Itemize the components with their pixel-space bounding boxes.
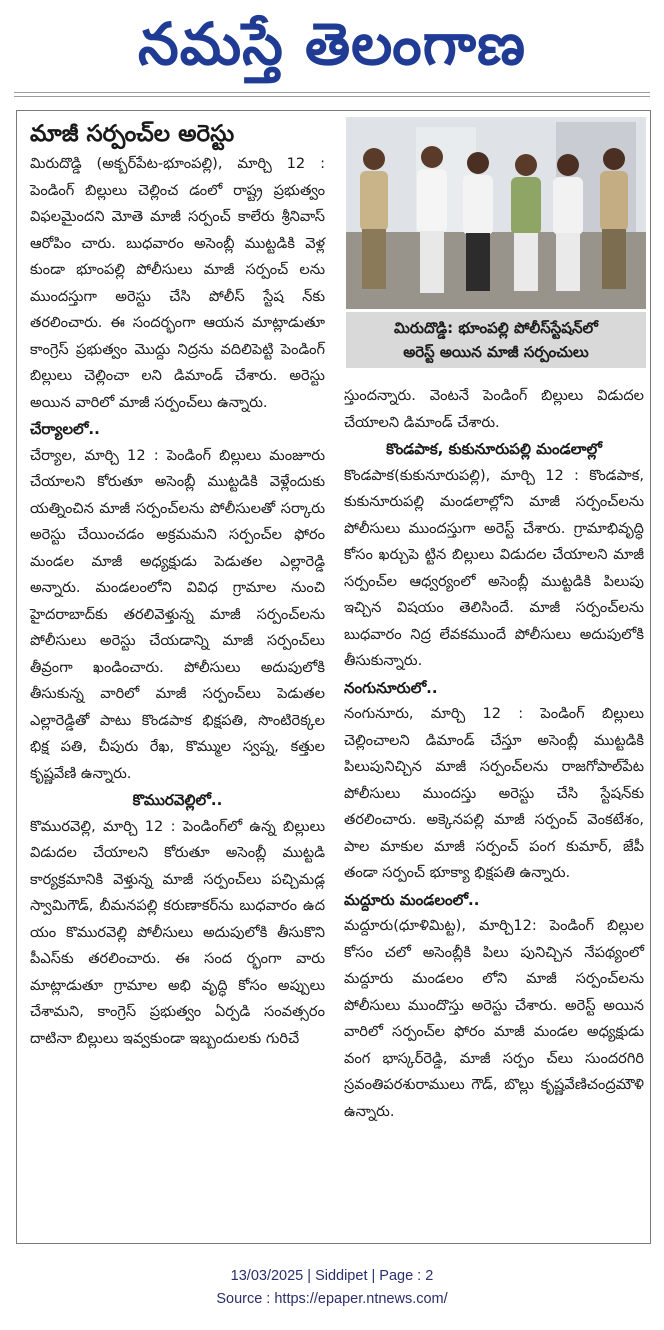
arrest-photo bbox=[346, 117, 646, 309]
paragraph-mirudoddi: మిరుదొడ్డి (అక్బర్‌పేట-భూంపల్లి), మార్చి 12 : పెండింగ్ బిల్లులు చెల్లించ డంలో రాష్ట్ర ప్రభుత్వం విఫలమైందని మోతె మాజీ సర్పంచ్ కాలేరు శ్రీనివాస్ ఆరోపిం చారు. బుధవారం అసెంబ్లీ ముట్టడికి వెళ్ల కుండా భూంపల్లి పోలీసులు మాజీ సర్పంచ్ లను ముందస్తుగా అరెస్టు చేసి పోలీస్ స్టేష న్‌కు తరలించారు. ఈ సందర్భంగా ఆయన మాట్లాడుతూ కాంగ్రెస్ ప్రభుత్వం మొద్దు నిద్రను వదిలిపెట్టి పెండింగ్ బిల్లులు చెల్లించా లని డిమాండ్ చేశారు. అరెస్టు అయిన వారిలో మాజీ సర్పంచ్‌లు ఉన్నారు. bbox=[30, 155, 325, 411]
newspaper-logo: నమస్తే తెలంగాణ bbox=[138, 10, 526, 78]
masthead bbox=[0, 0, 664, 88]
masthead-rule-bottom bbox=[14, 96, 650, 97]
subhead-komuravelli: కొమురవెల్లిలో.. bbox=[132, 791, 223, 809]
headline: మాజీ సర్పంచ్‌ల అరెస్టు bbox=[30, 121, 235, 147]
paragraph-maddur: మద్దూరు(ధూళిమిట్ట), మార్చి12: పెండింగ్ బిల్లుల కోసం చలో అసెంబ్లీకి పిలు పునిచ్చిన నేపథ్యంలో మద్దూరు మండలం లోని మాజీ సర్పంచ్‌లను పోలీసులు ముందొస్తు అరెస్టు చేశారు. అరెస్ట్ అయిన వారిలో సర్పంచ్‌ల ఫోరం మాజీ మండల అధ్యక్షుడు వంగ భాస్కర్‌రెడ్డి, మాజీ సర్పం చ్‌లు సుందరగిరి స్రవంతిపరశురాములు గౌడ్, బొల్లు కృష్ణవేణిచంద్రమౌళి ఉన్నారు. bbox=[344, 917, 644, 1120]
group-photo-illustration bbox=[346, 117, 646, 309]
masthead-rule-top bbox=[14, 92, 650, 93]
article-column-left bbox=[30, 151, 325, 1052]
paragraph-kondapaka: కొండపాక(కుకునూరుపల్లి), మార్చి 12 : కొండపాక, కుకునూరుపల్లి మండలాల్లోని మాజీ సర్పంచ్‌లను పోలీసులు ముందస్తుగా అరెస్ట్ చేశారు. గ్రామాభివృద్ధి కోసం ఖర్చుపె ట్టిన బిల్లులు విడుదల చేయాలని మాజీ సర్పంచ్‌ల ఆధ్వర్యంలో అసెంబ్లీ ముట్టడికి పిలుపు ఇచ్చిన విషయం తెలిసిందే. మాజీ సర్పంచ్‌లను బుధవారం నిద్ర లేవకముందే పోలీసులు అదుపులోకి తీసుకున్నారు. bbox=[344, 466, 644, 669]
footer-source: Source : https://epaper.ntnews.com/ bbox=[216, 1291, 448, 1307]
subhead-kondapaka: కొండపాక, కుకునూరుపల్లి మండలాల్లో bbox=[386, 440, 602, 458]
paragraph-komuravelli: కొమురవెల్లి, మార్చి 12 : పెండింగ్‌లో ఉన్న బిల్లులు విడుదల చేయాలని కోరుతూ అసెంబ్లీ ముట్టడి కార్యక్రమానికి వెళ్తున్న మాజీ సర్పంచ్‌లు పచ్చిమడ్ల స్వామిగౌడ్, బీమనపల్లి కరుణాకర్‌ను బుధవారం ఉద యం కొమురవెల్లి పోలీసులు అదుపులోకి తీసుకొని పీఎస్‌కు తరలించారు. ఈ సంద ర్భంగా వారు మాట్లాడుతూ గ్రామాల అభి వృద్ధి కోసం అప్పులు చేశామని, కాంగ్రెస్ ప్రభుత్వం ఏర్పడి సంవత్సరం దాటినా బిల్లులు ఇవ్వకుండా ఇబ్బందులకు గురిచే bbox=[30, 817, 325, 1047]
photo-caption-line2: అరెస్ట్ అయిన మాజీ సర్పంచులు bbox=[403, 343, 589, 361]
subhead-cheryala: చేర్యాలలో.. bbox=[30, 420, 100, 438]
subhead-maddur: మద్దూరు మండలంలో.. bbox=[344, 890, 480, 909]
footer-dateline: 13/03/2025 | Siddipet | Page : 2 bbox=[230, 1268, 434, 1284]
photo-caption-line1: మిరుదొడ్డి: భూంపల్లి పోలీస్‌స్టేషన్‌లో bbox=[394, 319, 598, 337]
article-column-right bbox=[344, 383, 644, 1125]
paragraph-continued: స్తుందన్నారు. వెంటనే పెండింగ్ బిల్లులు విడుదల చేయాలని డిమాండ్ చేశారు. bbox=[344, 387, 644, 431]
paragraph-cheryala: చేర్యాల, మార్చి 12 : పెండింగ్ బిల్లులు మంజూరు చేయాలని కోరుతూ అసెంబ్లీ ముట్టడికి వెళ్లేందుకు యత్నించిన మాజీ సర్పంచ్‌లను పోలీసులతో సర్కారు అరెస్టు చేయించడం అక్రమమని సర్పంచ్‌ల ఫోరం మండల మాజీ అధ్యక్షుడు పెడుతల ఎల్లారెడ్డి అన్నారు. మండలంలోని వివిధ గ్రామాల నుంచి హైదరాబాద్‌కు తరలివెళ్తున్న మాజీ సర్పంచ్‌లను పోలీసులు అరెస్టు చేయడాన్ని మాజీ సర్పంచ్‌లు తీవ్రంగా ఖండించారు. పోలీసులు అదుపులోకి తీసుకున్న వారిలో మాజీ సర్పంచ్‌లు పెడుతల ఎల్లారెడ్డితో పాటు కొండపాక భిక్షపతి, సొంటిరెక్కల భిక్ష పతి, చీపురు రేఖ, కొమ్ముల స్వప్న, కత్తుల కృష్ణవేణి ఉన్నారు. bbox=[30, 446, 325, 782]
photo-caption bbox=[346, 312, 646, 368]
subhead-nangunuru: నంగునూరులో.. bbox=[344, 678, 438, 697]
paragraph-nangunuru: నంగునూరు, మార్చి 12 : పెండింగ్ బిల్లులు చెల్లించాలని డిమాండ్ చేస్తూ అసెంబ్లీ ముట్టడికి పిలుపునిచ్చిన మాజీ సర్పంచ్‌లను రాజగోపాల్‌పేట పోలీసులు ముందస్తు అరెస్టు చేసి స్టేషన్‌కు తరలించారు. అక్కెనపల్లి మాజీ సర్పంచ్ వెంకటేశం, పాల మాకుల మాజీ సర్పంచ్ పంగ కుమార్, జేపీ తండా సర్పంచ్ భూక్యా భిక్షపతి ఉన్నారు. bbox=[344, 705, 644, 881]
